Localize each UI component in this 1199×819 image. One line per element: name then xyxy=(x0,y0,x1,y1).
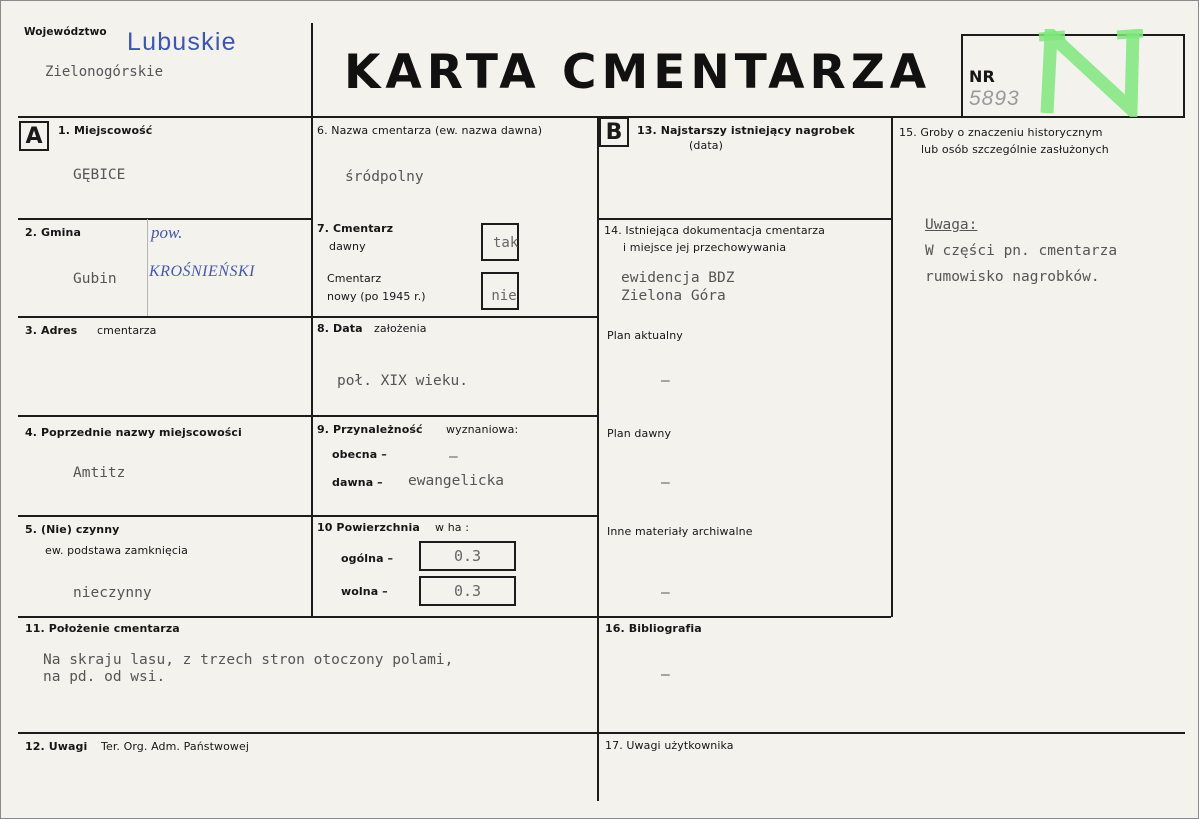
field-10-label-rest: w ha : xyxy=(435,521,470,534)
field-16-label: 16. Bibliografia xyxy=(605,622,702,635)
field-13-label: 13. Najstarszy istniejący nagrobek xyxy=(637,124,855,137)
field-11-value-line1: Na skraju lasu, z trzech stron otoczony polami, xyxy=(43,652,454,668)
field-14-value-line1: ewidencja BDZ xyxy=(621,270,735,286)
field-2-value: Gubin xyxy=(73,271,117,287)
field-2-handwritten-value: KROŚNIEŃSKI xyxy=(149,263,255,280)
field-16-value: – xyxy=(661,667,670,683)
plan-current-value: – xyxy=(661,373,670,389)
field-15-note-label: Uwaga: xyxy=(925,217,978,233)
field-8-value: poł. XIX wieku. xyxy=(337,373,468,389)
field-4-value: Amtitz xyxy=(73,465,126,481)
field-8-label-rest: założenia xyxy=(374,322,427,335)
field-10-free-box: 0.3 xyxy=(419,576,516,606)
field-15-value-line2: rumowisko nagrobków. xyxy=(925,269,1100,285)
field-14-label: 14. Istniejąca dokumentacja cmentarza xyxy=(604,224,826,237)
field-6-value: śródpolny xyxy=(345,169,424,185)
field-7-label: 7. Cmentarz xyxy=(317,222,394,235)
field-9-label: 9. Przynależność xyxy=(317,423,423,436)
field-17-label: 17. Uwagi użytkownika xyxy=(605,739,734,752)
field-15-sublabel: lub osób szczególnie zasłużonych xyxy=(921,143,1109,156)
field-9-current-value: – xyxy=(449,449,458,465)
nr-label: NR xyxy=(969,67,995,86)
field-9-current-label: obecna – xyxy=(332,448,387,461)
divider xyxy=(18,515,597,517)
highlighter-n-mark xyxy=(1037,29,1145,117)
divider xyxy=(891,117,893,617)
field-12-label-rest: Ter. Org. Adm. Państwowej xyxy=(101,740,250,753)
field-11-label: 11. Położenie cmentarza xyxy=(25,622,180,635)
field-5-sublabel: ew. podstawa zamknięcia xyxy=(45,544,189,557)
field-10-label: 10 Powierzchnia xyxy=(317,521,420,534)
voivodeship-label: Województwo xyxy=(24,26,107,38)
field-14-sublabel: i miejsce jej przechowywania xyxy=(623,241,787,254)
voivodeship-old: Zielonogórskie xyxy=(45,64,164,80)
field-11-value-line2: na pd. od wsi. xyxy=(43,669,166,685)
field-10-free-label: wolna – xyxy=(341,585,388,598)
field-9-label-rest: wyznaniowa: xyxy=(446,423,519,436)
field-7-new: nowy (po 1945 r.) xyxy=(327,290,426,303)
divider xyxy=(18,316,597,318)
section-b-box: B xyxy=(599,117,629,147)
field-6-label: 6. Nazwa cmentarza (ew. nazwa dawna) xyxy=(317,124,543,137)
nr-number: 5893 xyxy=(969,87,1020,110)
field-5-value: nieczynny xyxy=(73,585,152,601)
section-a-box: A xyxy=(19,121,49,151)
divider xyxy=(961,35,963,117)
field-3-label: 3. Adres xyxy=(25,324,78,337)
divider xyxy=(147,219,148,316)
field-2-label: 2. Gmina xyxy=(25,226,81,239)
field-2-handwritten-prefix: pow. xyxy=(151,223,183,242)
field-3-label-rest: cmentarza xyxy=(97,324,157,337)
archive-materials-label: Inne materiały archiwalne xyxy=(607,525,753,538)
field-8-label: 8. Data xyxy=(317,322,363,335)
divider xyxy=(18,218,311,220)
divider xyxy=(18,732,1185,734)
plan-current-label: Plan aktualny xyxy=(607,329,683,342)
field-1-label: 1. Miejscowość xyxy=(58,124,153,137)
divider xyxy=(1183,34,1185,117)
field-7-old: dawny xyxy=(329,240,366,253)
page-title: KARTA CMENTARZA xyxy=(344,45,932,100)
divider xyxy=(18,616,891,618)
field-10-total-label: ogólna – xyxy=(341,552,394,565)
field-9-former-label: dawna – xyxy=(332,476,383,489)
divider xyxy=(311,23,313,618)
field-12-label: 12. Uwagi xyxy=(25,740,88,753)
divider xyxy=(598,218,891,220)
field-1-value: GĘBICE xyxy=(73,167,126,183)
field-7-new-label: Cmentarz xyxy=(327,272,382,285)
divider xyxy=(18,415,597,417)
archive-materials-value: – xyxy=(661,585,670,601)
field-15-value-line1: W części pn. cmentarza xyxy=(925,243,1118,259)
field-7-old-box: tak xyxy=(481,223,519,261)
field-10-total-box: 0.3 xyxy=(419,541,516,571)
field-4-label: 4. Poprzednie nazwy miejscowości xyxy=(25,426,242,439)
field-14-value-line2: Zielona Góra xyxy=(621,288,726,304)
field-15-label: 15. Groby o znaczeniu historycznym xyxy=(899,126,1103,139)
voivodeship-stamp: Lubuskie xyxy=(127,28,237,56)
field-13-sublabel: (data) xyxy=(689,139,723,152)
field-9-former-value: ewangelicka xyxy=(408,473,505,489)
plan-former-label: Plan dawny xyxy=(607,427,672,440)
plan-former-value: – xyxy=(661,475,670,491)
field-7-new-box: nie xyxy=(481,272,519,310)
field-5-label: 5. (Nie) czynny xyxy=(25,523,120,536)
